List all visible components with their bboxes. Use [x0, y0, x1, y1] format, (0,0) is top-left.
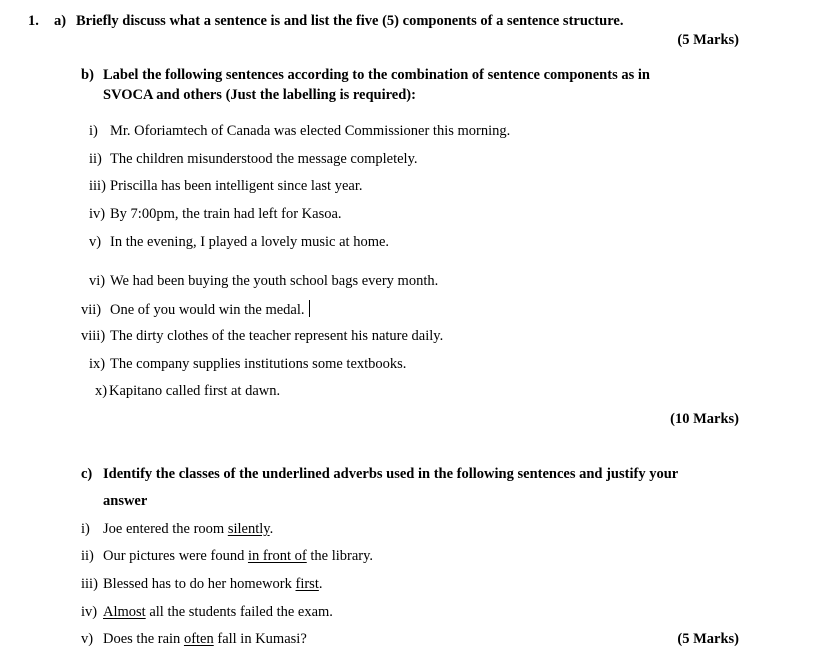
- item-text-before: Our pictures were found: [103, 548, 248, 564]
- part-b-marks: (10 Marks): [670, 411, 739, 427]
- item-text: Priscilla has been intelligent since last year.: [110, 178, 363, 194]
- item-text: By 7:00pm, the train had left for Kasoa.: [110, 206, 342, 222]
- part-c-line1: Identify the classes of the underlined adverbs used in the following sentences and justify your: [103, 466, 679, 482]
- item-text-after: all the students failed the exam.: [145, 604, 333, 620]
- list-item: [81, 630, 307, 648]
- item-number: iii): [81, 576, 98, 592]
- item-number: ii): [81, 548, 94, 564]
- list-item: [81, 575, 322, 593]
- item-text-after: fall in Kumasi?: [213, 631, 307, 647]
- item-number: ii): [89, 151, 102, 167]
- part-b-label: b): [81, 67, 94, 83]
- item-text: The company supplies institutions some textbooks.: [110, 356, 407, 372]
- item-number: iii): [89, 178, 106, 194]
- part-a-label: a): [54, 13, 67, 29]
- item-number: x): [95, 383, 108, 399]
- underlined-adverb: in front of: [247, 548, 307, 564]
- list-item: [89, 233, 389, 251]
- part-a-marks: (5 Marks): [677, 32, 739, 48]
- list-item: [89, 150, 418, 168]
- list-item: [81, 520, 273, 538]
- underlined-adverb: often: [183, 631, 214, 647]
- item-text: We had been buying the youth school bags every month.: [110, 273, 439, 289]
- item-number: iv): [89, 206, 106, 222]
- list-item: [89, 205, 342, 223]
- underlined-adverb: silently: [227, 521, 270, 537]
- item-text-after: the library.: [306, 548, 374, 564]
- item-number: i): [81, 521, 90, 537]
- item-number: i): [89, 123, 98, 139]
- part-c-line2: answer: [103, 493, 148, 509]
- list-item: [81, 327, 443, 345]
- item-text-before: Blessed has to do her homework: [103, 576, 296, 592]
- underlined-adverb: Almost: [103, 604, 146, 620]
- question-number: 1.: [28, 13, 39, 29]
- item-text-after: .: [269, 521, 274, 537]
- part-c-marks: (5 Marks): [677, 631, 739, 647]
- part-b-line2: SVOCA and others (Just the labelling is required):: [103, 87, 416, 103]
- item-text: One of you would win the medal.: [110, 302, 305, 318]
- underlined-adverb: first: [295, 576, 319, 592]
- item-text: Kapitano called first at dawn.: [109, 383, 281, 399]
- part-b-line1: Label the following sentences according to the combination of sentence components as in: [103, 67, 650, 83]
- list-item: [89, 122, 510, 140]
- item-number: viii): [81, 328, 106, 344]
- list-item: [95, 382, 280, 400]
- list-item: [89, 272, 438, 290]
- list-item: [81, 603, 333, 621]
- item-text: Mr. Oforiamtech of Canada was elected Commissioner this morning.: [110, 123, 511, 139]
- list-item: [81, 300, 310, 319]
- item-text-before: Joe entered the room: [103, 521, 228, 537]
- list-item: [89, 355, 406, 373]
- list-item: [89, 177, 362, 195]
- part-c-label: c): [81, 466, 93, 482]
- item-text: The children misunderstood the message completely.: [110, 151, 418, 167]
- item-number: v): [81, 631, 94, 647]
- item-text: In the evening, I played a lovely music at home.: [110, 234, 390, 250]
- item-number: v): [89, 234, 102, 250]
- text-cursor: [309, 300, 310, 317]
- part-a-text: Briefly discuss what a sentence is and list the five (5) components of a sentence structure.: [76, 13, 624, 29]
- item-number: iv): [81, 604, 98, 620]
- item-text: The dirty clothes of the teacher represent his nature daily.: [110, 328, 444, 344]
- item-number: ix): [89, 356, 106, 372]
- item-text-after: .: [318, 576, 323, 592]
- list-item: [81, 547, 373, 565]
- item-number: vi): [89, 273, 106, 289]
- item-text-before: Does the rain: [103, 631, 184, 647]
- item-number: vii): [81, 302, 102, 318]
